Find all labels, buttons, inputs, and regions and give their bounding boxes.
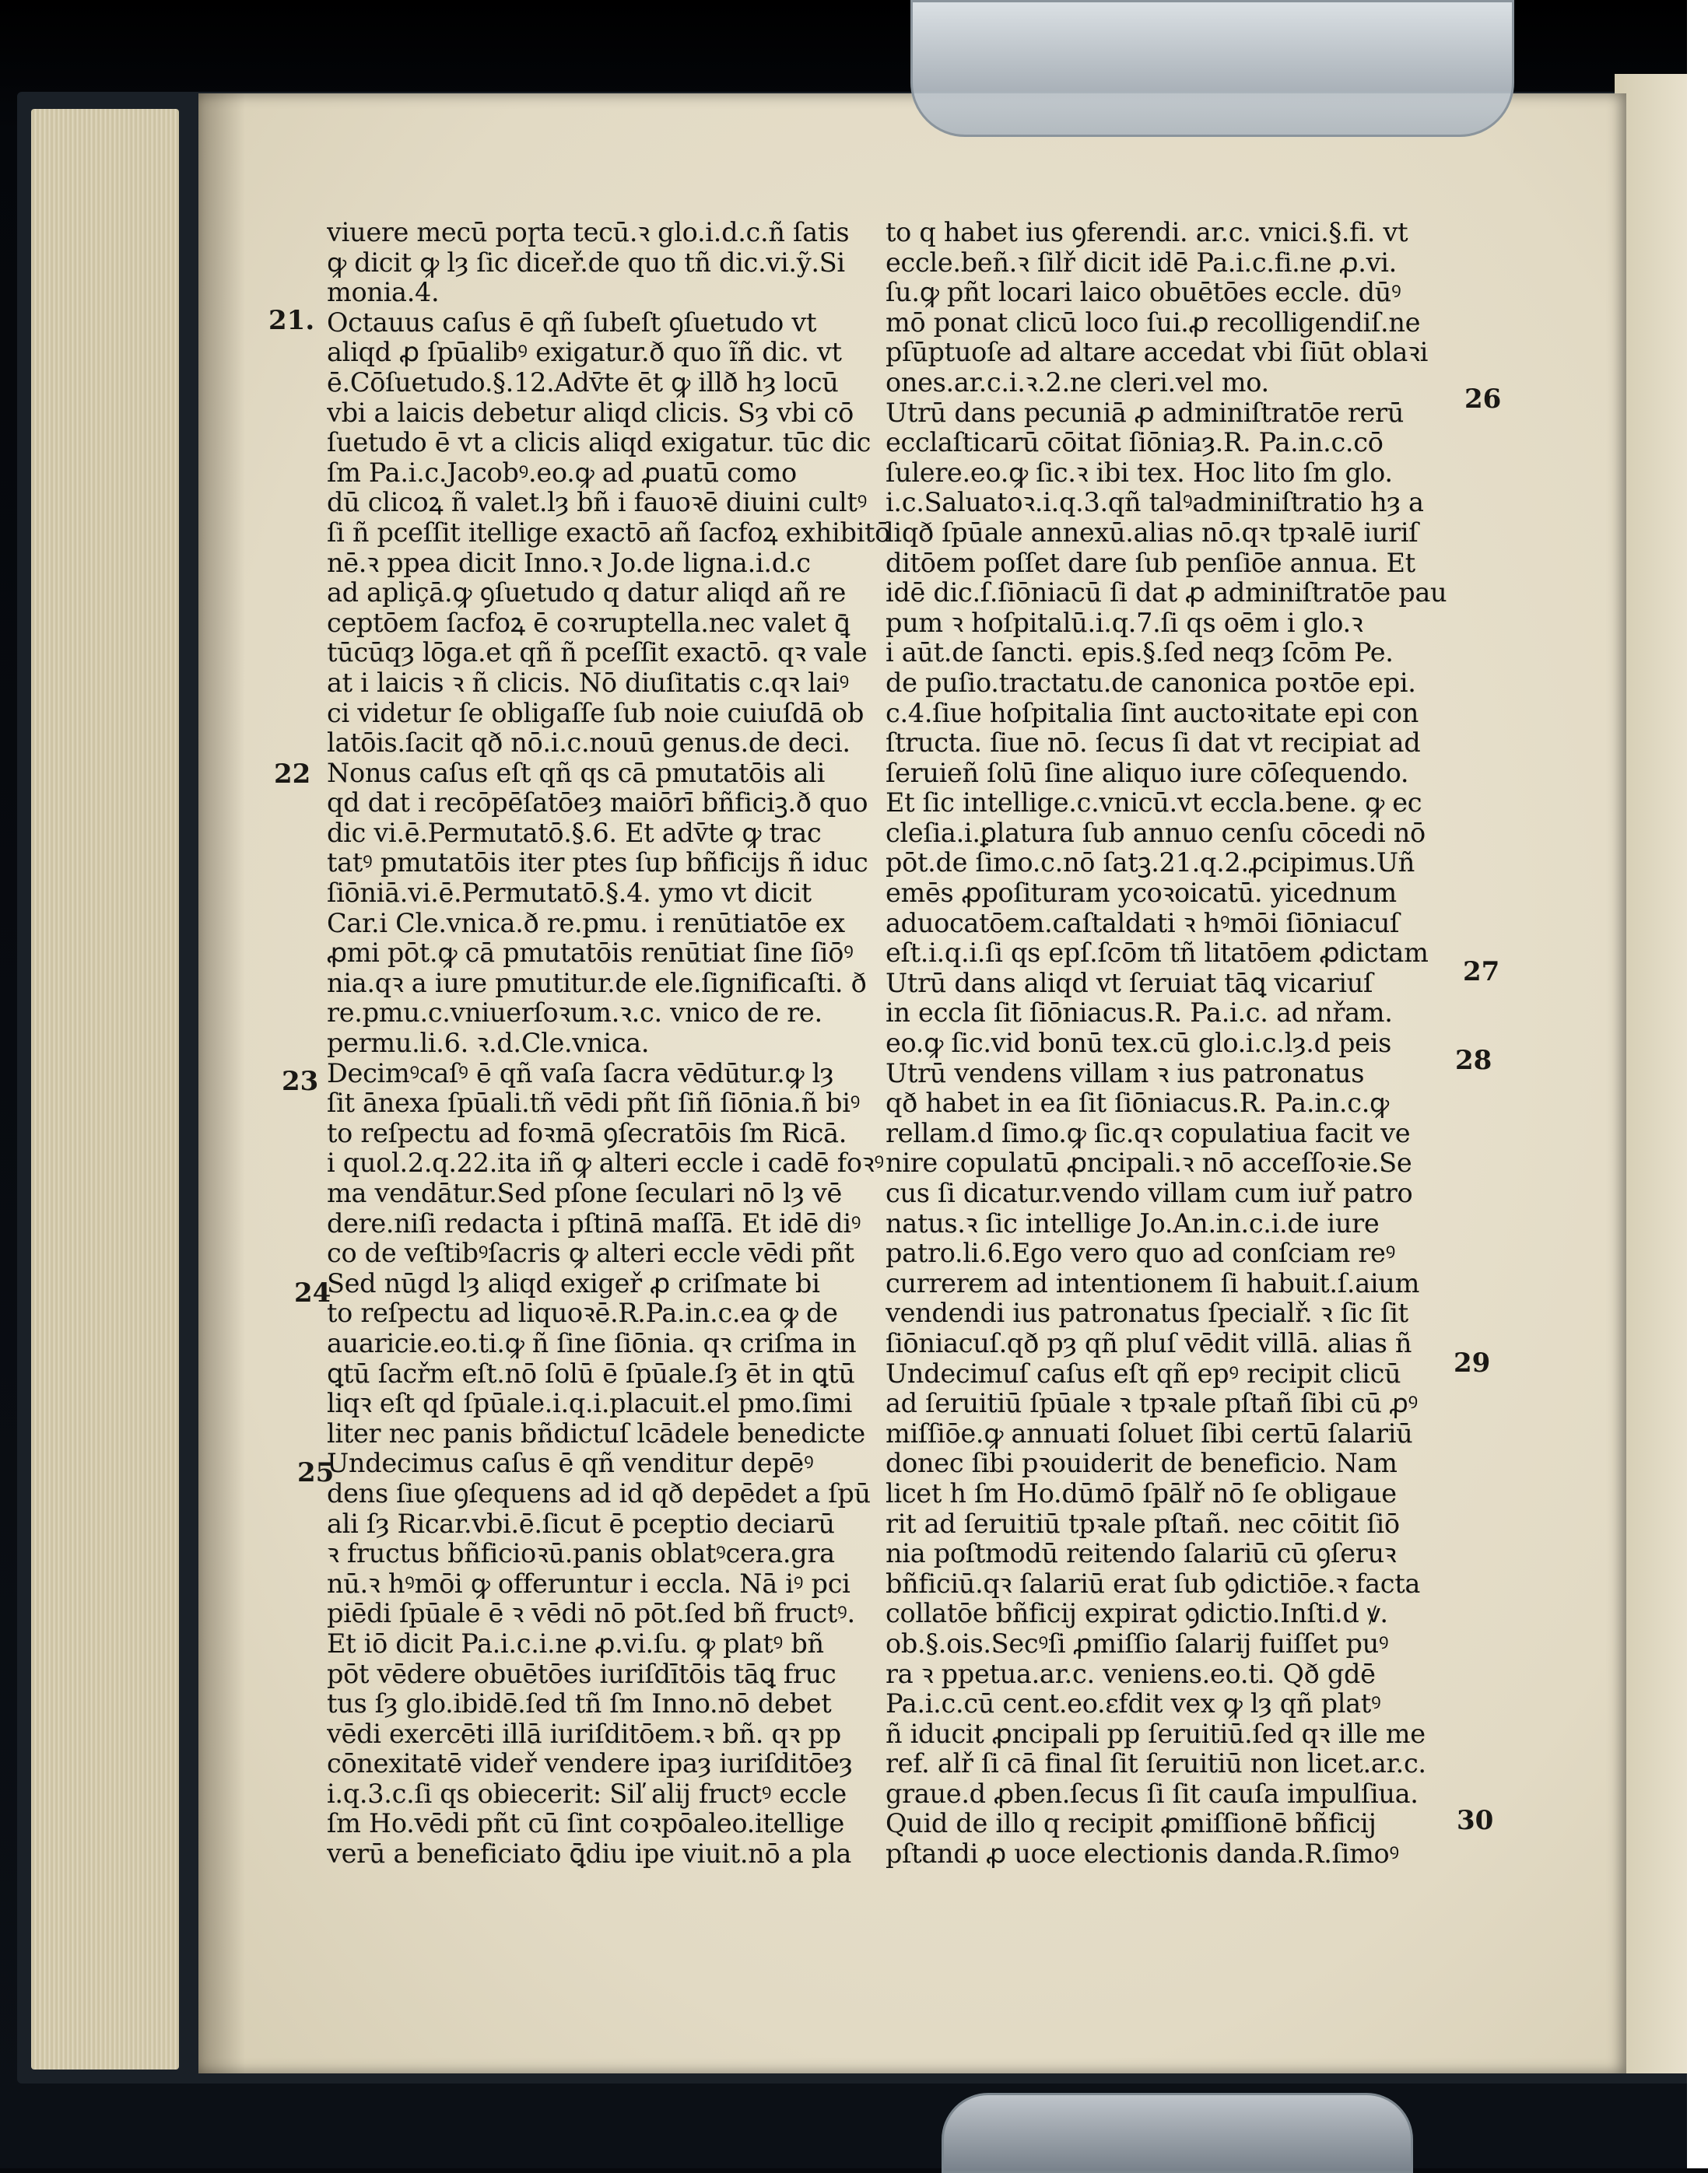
text-line: nire copulatū ꝓncipali.ꝛ nō acceſſoꝛie.Se <box>886 1148 1412 1179</box>
margin-number: 25 <box>297 1457 335 1488</box>
text-line: ꝗtū ſacřm eſt.nō ſolū ē ſpūale.ſȝ ēt in ꝗtū <box>327 1358 855 1389</box>
margin-number: 21. <box>268 305 315 336</box>
text-line: ditōem poſſet dare ſub penſiōe annua. Et <box>886 548 1415 578</box>
text-line: ad apliçā.ꝙ ꝯſuetudo q datur aliqd añ re <box>327 578 847 608</box>
margin-number: 22 <box>274 759 311 790</box>
text-line: Car.i Cle.vnica.ð re.pmu. i renūtiatōe ex <box>327 908 845 938</box>
text-line: patro.li.6.Ego vero quo ad conſciam reꝰ <box>886 1239 1396 1269</box>
text-line: eo.ꝙ ſic.vid bonū tex.cū glo.i.c.lȝ.d peis <box>886 1029 1392 1059</box>
text-line: Pa.i.c.cū cent.eo.ɛfdit vex ꝙ lȝ qñ platꝰ <box>886 1689 1381 1719</box>
text-line: ſuetudo ē vt a clicis aliqd exigatur. tūc dic <box>327 428 872 458</box>
text-line: cōnexitatē videř vendere ipaȝ iuriſditōeȝ <box>327 1749 853 1779</box>
text-line: piēdi ſpūale ē ꝛ vēdi nō pōt.ſed bñ fructꝰ. <box>327 1599 855 1629</box>
text-line: tūcūqȝ lōga.et qñ ñ pceſſit exactō. qꝛ vale <box>327 638 868 668</box>
text-line: ad ſeruitiū ſpūale ꝛ tpꝛale pſtañ ſibi cū ꝓꝰ <box>886 1389 1418 1419</box>
text-line: ꝙ dicit ꝙ lȝ ſic diceř.de quo tñ dic.vi.ỹ.Si <box>327 247 845 278</box>
text-line: liqð ſpūale annexū.alias nō.qꝛ tpꝛalē iuriſ <box>886 517 1419 548</box>
text-line: qd dat i recōpēſatōeȝ maiōrī bñficiꝫ.ð quo <box>327 788 868 818</box>
text-line: permu.li.6. ꝛ.d.Cle.vnica. <box>327 1029 650 1059</box>
text-line: ſeruieñ ſolū ſine aliquo iure cōſequendo. <box>886 758 1409 788</box>
text-line: ſiōniacuſ.qð pȝ qñ pluſ vēdit villā. alias ñ <box>886 1328 1412 1358</box>
text-line: donec ſibi pꝛouiderit de beneficio. Nam <box>886 1449 1398 1479</box>
text-line: to q habet ius ꝯferendi. ar.c. vnici.§.fi. vt <box>886 218 1408 247</box>
text-line: ref. alř ſi cā final ſit ſeruitiū non licet.ar.c. <box>886 1749 1426 1779</box>
margin-number: 28 <box>1455 1045 1492 1076</box>
text-line: currerem ad intentionem ſi habuit.ſ.aium <box>886 1268 1420 1299</box>
text-line: re.pmu.c.vniuerſoꝛum.ꝛ.c. vnico de re. <box>327 998 822 1029</box>
text-line: rit ad ſeruitiū tpꝛale pſtañ. nec cōitit ſiō <box>886 1509 1400 1539</box>
text-line: ſm Ho.vēdi pñt cū ſint coꝛpōaleo.itellige <box>327 1809 845 1839</box>
text-line: Undecimus caſus ē qñ venditur depēꝰ <box>327 1449 814 1479</box>
text-line: ſm Pa.i.c.Jacobꝰ.eo.ꝙ ad ꝓuatū como <box>327 457 797 488</box>
text-line: dere.niſi redacta i pſtinā maſſā. Et idē diꝰ <box>327 1208 861 1239</box>
text-line: ſiōniā.vi.ē.Permutatō.§.4. ymo vt dicit <box>327 878 812 909</box>
text-line: nē.ꝛ ppea dicit Inno.ꝛ Jo.de ligna.i.d.c <box>327 548 811 578</box>
text-line: ci videtur ſe obligaſſe ſub noie cuiuſdā ob <box>327 698 865 728</box>
text-line: graue.d ꝓben.ſecus ſi ſit cauſa impulſiua. <box>886 1779 1419 1809</box>
margin-number: 26 <box>1464 384 1502 415</box>
text-line: Nonus caſus eſt qñ qs cā pmutatōis ali <box>327 758 826 788</box>
text-line: liter nec panis bñdictuſ lcādele benedicte <box>327 1418 865 1449</box>
text-line: Octauus caſus ē qñ ſubeſt ꝯſuetudo vt <box>327 307 817 338</box>
text-line: i.q.3.c.ſi qs obiecerit: Siľ alij fructꝰ eccle <box>327 1779 847 1809</box>
text-line: Sed nūgd lȝ aliqd exigeř ꝓ criſmate bi <box>327 1268 820 1299</box>
text-line: ecclaſticarū cōitat ſiōniaȝ.R. Pa.in.c.cō <box>886 428 1384 458</box>
text-line: ñ iducit ꝓncipali pp ſeruitiū.ſed qꝛ ille me <box>886 1719 1426 1749</box>
text-line: nū.ꝛ hꝰmōi ꝙ offeruntur i eccla. Nā iꝰ pci <box>327 1568 850 1599</box>
text-line: vendendi ius patronatus ſpecialř. ꝛ ſic ſit <box>886 1299 1408 1329</box>
text-line: ſulere.eo.ꝙ ſic.ꝛ ibi tex. Hoc lito ſm glo. <box>886 457 1393 488</box>
page-edges <box>31 109 179 2070</box>
text-line: collatōe bñficij expirat ꝯdictio.Inſti.d ꝟ. <box>886 1599 1388 1629</box>
text-line: aliqd ꝓ ſpūalibꝰ exigatur.ð quo ĩñ dic. vt <box>327 338 842 368</box>
text-line: ma vendātur.Sed pſone ſeculari nō lȝ vē <box>327 1179 842 1208</box>
text-line: cus ſi dicatur.vendo villam cum iuř patro <box>886 1179 1413 1208</box>
text-line: idē dic.ſ.ſiōniacū ſi dat ꝓ adminiſtratōe pau <box>886 578 1447 608</box>
text-line: vbi a laicis debetur aliqd clicis. Sȝ vbi cō <box>327 398 854 428</box>
right-text-column <box>886 218 1454 1870</box>
text-line: i aūt.de ſancti. epis.§.ſed neqȝ ſcōm Pe. <box>886 638 1394 668</box>
margin-number: 30 <box>1457 1805 1494 1836</box>
text-line: auaricie.eo.ti.ꝙ ñ ſine ſiōnia. qꝛ criſma in <box>327 1328 857 1358</box>
text-line: ceptōem ſacfoꝝ ē coꝛruptella.nec valet ꝗ̄ <box>327 608 850 638</box>
margin-number: 27 <box>1463 956 1500 987</box>
text-line: de puſio.tractatu.de canonica poꝛtōe epi. <box>886 668 1416 698</box>
text-line: liqꝛ eſt qd ſpūale.i.q.i.placuit.el pmo.ſimi <box>327 1389 852 1419</box>
text-line: viuere mecū poɼta tecū.ꝛ glo.i.d.c.ñ ſatis <box>327 218 850 247</box>
text-line: latōis.ſacit qð nō.i.c.nouū genus.de deci. <box>327 728 850 759</box>
page-clip-bottom <box>942 2093 1413 2173</box>
text-line: licet h ſm Ho.dūmō ſpālř nō ſe obligaue <box>886 1478 1397 1509</box>
text-line: aduocatōem.caſtaldati ꝛ hꝰmōi ſiōniacuſ <box>886 908 1400 938</box>
text-line: cleſia.i.ꝑlatura ſub annuo cenſu cōcedi nō <box>886 818 1426 848</box>
text-line: miſſiōe.ꝙ annuati ſoluet ſibi certū ſalariū <box>886 1418 1413 1449</box>
text-line: rellam.d ſimo.ꝙ ſic.qꝛ copulatiua facit ve <box>886 1118 1411 1148</box>
scan-border <box>1687 0 1708 2168</box>
text-line: natus.ꝛ ſic intellige Jo.An.in.c.i.de iure <box>886 1208 1380 1239</box>
text-line: ꝓmi pōt.ꝙ cā pmutatōis renūtiat ſine ſiōꝰ <box>327 938 854 969</box>
text-line: to reſpectu ad foꝛmā ꝯſecratōis ſm Ricā. <box>327 1118 847 1148</box>
text-line: eccle.beñ.ꝛ ſilř dicit idē Pa.i.c.fi.ne ꝓ.vi. <box>886 247 1398 278</box>
text-line: nia.qꝛ a iure pmutitur.de ele.ſignificaſti. ð <box>327 968 867 998</box>
text-line: eſt.i.q.i.ſi qs epſ.ſcōm tñ litatōem ꝓdictam <box>886 938 1429 969</box>
text-line: ob.§.ois.Secꝰſi ꝓmiſſio ſalarij fuiſſet puꝰ <box>886 1628 1389 1659</box>
text-line: tus ſȝ glo.ibidē.ſed tñ ſm Inno.nō debet <box>327 1689 832 1719</box>
page-clip-top <box>910 0 1514 137</box>
text-line: Decimꝰcaſꝰ ē qñ vaſa ſacra vēdūtur.ꝙ lȝ <box>327 1058 834 1088</box>
text-line: ſit ānexa ſpūali.tñ vēdi pñt ſiñ ſiōnia.ñ biꝰ <box>327 1088 861 1119</box>
text-line: verū a beneficiato ꝗ̄diu ipe viuit.nō a pla <box>327 1839 851 1870</box>
text-line: Undecimuſ caſus eſt qñ epꝰ recipit clicū <box>886 1358 1401 1389</box>
text-line: pſtandi ꝓ uoce electionis danda.R.ſimoꝰ <box>886 1839 1399 1870</box>
text-line: mō ponat clicū loco ſui.ꝓ recolligendiſ.ne <box>886 307 1421 338</box>
text-line: pum ꝛ hoſpitalū.i.q.7.ſi qs oēm i glo.ꝛ <box>886 608 1363 638</box>
text-line: Utrū vendens villam ꝛ ius patronatus <box>886 1058 1365 1088</box>
text-line: dens ſiue ꝯſequens ad id qð depēdet a ſpū <box>327 1478 871 1509</box>
text-line: dic vi.ē.Permutatō.§.6. Et adv̄te ꝙ trac <box>327 818 822 848</box>
text-line: qð habet in ea ſit ſiōniacus.R. Pa.in.c.ꝙ <box>886 1088 1389 1119</box>
text-line: vēdi exercēti illā iuriſditōem.ꝛ bñ. qꝛ pp <box>327 1719 841 1749</box>
text-line: Et iō dicit Pa.i.c.i.ne ꝓ.vi.ſu. ꝙ platꝰ bñ <box>327 1628 824 1659</box>
gutter-shadow <box>198 93 245 2073</box>
text-line: Et ſic intellige.c.vnicū.vt eccla.bene. ꝙ ec <box>886 788 1422 818</box>
text-line: pſūptuoſe ad altare accedat vbi ſiūt oblaꝛi <box>886 338 1428 368</box>
text-line: ſu.ꝙ pñt locari laico obuētōes eccle. dūꝰ <box>886 278 1401 308</box>
text-line: ra ꝛ ppetua.ar.c. veniens.eo.ti. Qð gdē <box>886 1659 1376 1689</box>
text-line: Quid de illo q recipit ꝓmiſſionē bñficij <box>886 1809 1377 1839</box>
left-text-column <box>327 218 895 1870</box>
text-line: Utrū dans aliqd vt ſeruiat tāꝗ vicariuſ <box>886 968 1373 998</box>
text-line: Utrū dans pecuniā ꝓ adminiſtratōe rerū <box>886 398 1405 428</box>
text-line: i.c.Saluatoꝛ.i.q.3.qñ talꝰadminiſtratio hȝ a <box>886 488 1424 518</box>
text-line: i quol.2.q.22.ita iñ ꝙ alteri eccle i cadē foꝛꝰ <box>327 1148 884 1179</box>
text-line: emēs ꝓpoſituram ycoꝛoicatū. yicednum <box>886 878 1397 909</box>
text-line: in eccla ſit ſiōniacus.R. Pa.i.c. ad nřam. <box>886 998 1393 1029</box>
margin-number: 24 <box>294 1278 331 1309</box>
text-line: at i laicis ꝛ ñ clicis. Nō diuſitatis c.qꝛ laiꝰ <box>327 668 849 698</box>
text-line: ſi ñ pceſſit itellige exactō añ ſacfoꝝ exhibitō <box>327 517 891 548</box>
text-line: c.4.ſiue hoſpitalia ſint auctoꝛitate epi con <box>886 698 1419 728</box>
text-line: monia.4. <box>327 278 440 308</box>
text-line: ones.ar.c.i.ꝛ.2.ne cleri.vel mo. <box>886 367 1269 398</box>
text-line: dū clicoꝝ ñ valet.lȝ bñ i fauoꝛē diuini cultꝰ <box>327 488 868 518</box>
text-line: tatꝰ pmutatōis iter ptes ſup bñficijs ñ iduc <box>327 848 868 878</box>
text-line: pōt.de ſimo.c.nō ſatꝫ.21.q.2.ꝓcipimus.Uñ <box>886 848 1415 878</box>
text-line: ſtructa. ſiue nō. ſecus ſi dat vt recipiat ad <box>886 728 1421 759</box>
text-line: ꝛ fructus bñficioꝛū.panis oblatꝰcera.gra <box>327 1539 835 1569</box>
text-line: bñficiū.qꝛ ſalariū erat ſub ꝯdictiōe.ꝛ facta <box>886 1568 1421 1599</box>
margin-number: 23 <box>282 1066 319 1097</box>
text-line: pōt vēdere obuētōes iuriſdītōis tāꝗ fruc <box>327 1659 836 1689</box>
text-line: co de veſtibꝰſacris ꝙ alteri eccle vēdi pñt <box>327 1239 854 1269</box>
text-line: to reſpectu ad liquoꝛē.R.Pa.in.c.ea ꝙ de <box>327 1299 838 1329</box>
text-line: ē.Cōſuetudo.§.12.Adv̄te ēt ꝙ illð hȝ locū <box>327 367 839 398</box>
text-line: ali ſȝ Ricar.vbi.ē.ſicut ē pceptio deciarū <box>327 1509 835 1539</box>
text-line: nia poſtmodū reitendo ſalariū cū ꝯſeruꝛ <box>886 1539 1397 1569</box>
margin-number: 29 <box>1454 1348 1491 1379</box>
